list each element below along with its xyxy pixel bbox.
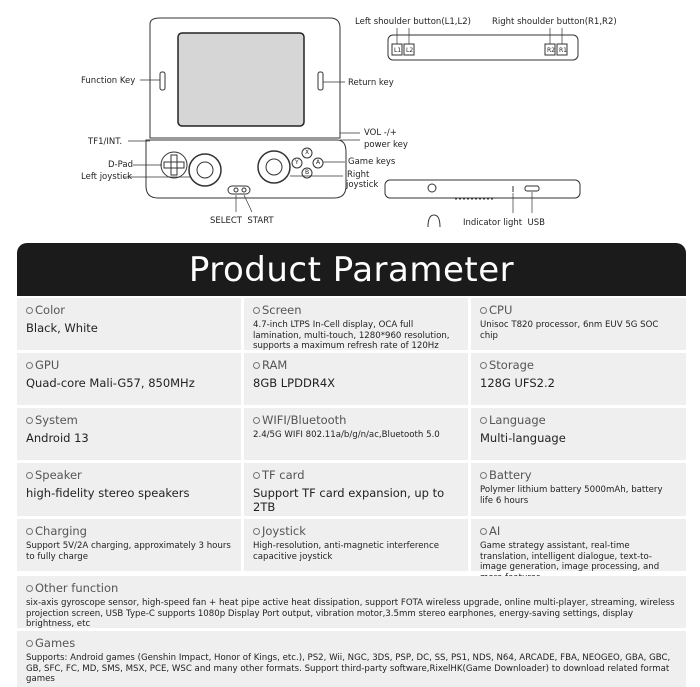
param-cell (17, 463, 241, 516)
l1-button-label: L1 (394, 47, 402, 54)
bullet-icon (26, 362, 33, 369)
param-value: Support TF card expansion, up to 2TB (253, 486, 445, 514)
bullet-icon (26, 472, 33, 479)
param-cell (244, 408, 468, 460)
r1-button-label: R1 (559, 47, 567, 54)
param-name-text: Charging (35, 524, 87, 538)
param-cell (17, 408, 241, 460)
param-name (26, 636, 678, 650)
param-cell (244, 353, 468, 405)
param-name-text: Speaker (35, 468, 82, 482)
bullet-icon (26, 585, 33, 592)
product-parameter-title: Product Parameter (17, 243, 686, 296)
param-name-text: RAM (262, 358, 288, 372)
param-value: Quad-core Mali-G57, 850MHz (26, 376, 195, 390)
param-name-text: Joystick (262, 524, 306, 538)
other-function-value: six-axis gyroscope sensor, high-speed fan + heat pipe active heat dissipation, support FOTA wireless upgrade, online multi-player, streaming, wireless projection screen, USB Type-C supports 1080p Display Port output, vibration motor,3.5mm stereo earphones, energy-saving settings, display brightness, etc (26, 598, 675, 629)
param-name (26, 468, 233, 482)
right-joystick-label-1: Right (347, 170, 370, 180)
x-button-label: X (305, 149, 310, 156)
param-cell (471, 463, 686, 516)
bullet-icon (26, 417, 33, 424)
bullet-icon (480, 472, 487, 479)
bullet-icon (253, 528, 260, 535)
indicator-usb-label: Indicator light USB (463, 218, 545, 228)
bullet-icon (253, 417, 260, 424)
game-keys-label: Game keys (348, 157, 396, 167)
param-name-text: Storage (489, 358, 534, 372)
select-start-label: SELECT START (210, 216, 274, 226)
param-name (253, 413, 460, 427)
param-value: Unisoc T820 processor, 6nm EUV 5G SOC chip (480, 320, 659, 341)
param-name (26, 524, 233, 538)
bullet-icon (26, 528, 33, 535)
bullet-icon (480, 307, 487, 314)
param-name-text: AI (489, 524, 501, 538)
param-cell (244, 463, 468, 516)
param-value: High-resolution, anti-magnetic interference capacitive joystick (253, 541, 440, 562)
param-name-text: WIFI/Bluetooth (262, 413, 347, 427)
param-cell (244, 298, 468, 350)
param-name (26, 358, 233, 372)
l2-button-label: L2 (406, 47, 414, 54)
b-button-label: B (305, 169, 310, 176)
bullet-icon (26, 307, 33, 314)
param-value: Support 5V/2A charging, approximately 3 hours to fully charge (26, 541, 231, 562)
param-name-text: System (35, 413, 78, 427)
param-value: 2.4/5G WIFI 802.11a/b/g/n/ac,Bluetooth 5.0 (253, 430, 440, 440)
device-illustration (0, 0, 700, 240)
bullet-icon (253, 307, 260, 314)
param-name (480, 468, 678, 482)
param-cell (17, 519, 241, 571)
right-joystick-label-2: joystick (346, 180, 379, 190)
bullet-icon (253, 362, 260, 369)
device-diagram (0, 0, 700, 240)
param-name (480, 358, 678, 372)
param-value: Game strategy assistant, real-time translation, intelligent dialogue, text-to-image generation, image processing, and (480, 541, 660, 572)
games-name: Games (35, 636, 76, 650)
games-value: Supports: Android games (Genshin Impact, Honor of Kings, etc.), PS2, Wii, NGC, 3DS, PSP, DC, SS, PS1, NDS, N64, ARCADE, FBA, NEOGEO, GBA, GBC, GB, SFC, FC, MD, SMS, MSX, PCE, WSC and many other formats. Support third-party software,RixelHK(Game Downloader) to download related format games (26, 653, 671, 684)
param-name-text: CPU (489, 303, 513, 317)
param-name-text: TF card (262, 468, 305, 482)
param-name (26, 303, 233, 317)
bullet-icon (253, 472, 260, 479)
param-cell (17, 353, 241, 405)
param-name (26, 413, 233, 427)
param-name-text: GPU (35, 358, 60, 372)
param-cell (471, 298, 686, 350)
param-value: 8GB LPDDR4X (253, 376, 336, 390)
right-shoulder-label: Right shoulder button(R1,R2) (492, 17, 617, 27)
other-function-cell (17, 576, 686, 628)
y-button-label: Y (295, 159, 299, 166)
param-name (253, 524, 460, 538)
param-name-text: Battery (489, 468, 532, 482)
bullet-icon (26, 640, 33, 647)
param-cell (471, 408, 686, 460)
param-name-text: Language (489, 413, 546, 427)
param-name-text: Screen (262, 303, 302, 317)
param-value: high-fidelity stereo speakers (26, 486, 190, 500)
param-name (253, 303, 460, 317)
vol-label: VOL -/+ (364, 128, 397, 138)
param-cell (244, 519, 468, 571)
param-name (253, 468, 460, 482)
param-value: Android 13 (26, 431, 89, 445)
bullet-icon (480, 417, 487, 424)
left-joystick-label: Left joystick (81, 172, 133, 182)
dpad-label: D-Pad (108, 160, 133, 170)
left-shoulder-label: Left shoulder button(L1,L2) (355, 17, 471, 27)
param-cell (17, 298, 241, 350)
tf1-label: TF1/INT. (88, 137, 123, 147)
param-name (480, 413, 678, 427)
param-name (480, 303, 678, 317)
a-button-label: A (316, 159, 321, 166)
param-value: Multi-language (480, 431, 566, 445)
param-name-text: Color (35, 303, 66, 317)
param-name (26, 581, 678, 595)
param-value: 4.7-inch LTPS In-Cell display, OCA full lamination, multi-touch, 1280*960 resolution, supports a maximum refresh rate of 120Hz (253, 320, 450, 351)
param-name (480, 524, 678, 538)
param-cell (471, 353, 686, 405)
param-value: 128G UFS2.2 (480, 376, 555, 390)
return-key-label: Return key (348, 78, 394, 88)
r2-button-label: R2 (547, 47, 555, 54)
param-value: Black, White (26, 321, 98, 335)
bullet-icon (480, 528, 487, 535)
bullet-icon (480, 362, 487, 369)
function-key-label: Function Key (81, 76, 136, 86)
other-function-name: Other function (35, 581, 119, 595)
param-name (253, 358, 460, 372)
games-cell (17, 631, 686, 687)
param-cell (471, 519, 686, 571)
param-value: Polymer lithium battery 5000mAh, battery life 6 hours (480, 485, 663, 506)
power-key-label: power key (364, 140, 408, 150)
